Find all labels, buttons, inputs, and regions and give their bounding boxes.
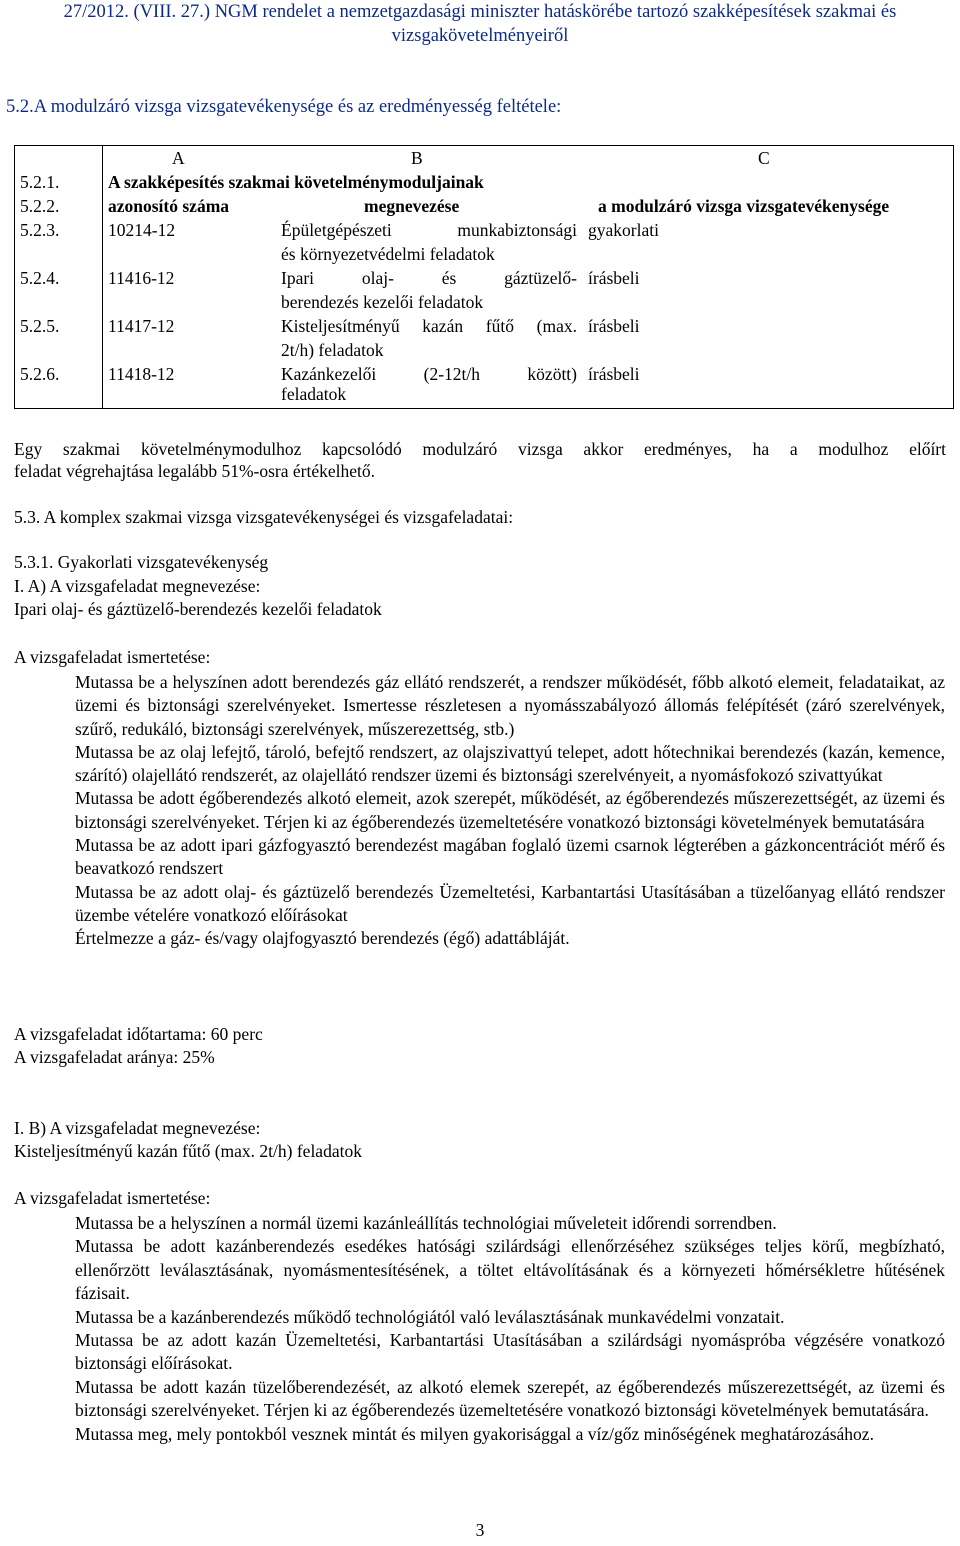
task-b-title: Kisteljesítményű kazán fűtő (max. 2t/h) feladatok xyxy=(14,1141,362,1161)
task-a-item: Mutassa be az adott olaj- és gáztüzelő berendezés Üzemeltetési, Karbantartási Utasításában a tüzelőanyag ellátó rendszer üzembe vételére vonatkozó előírásokat xyxy=(75,881,945,925)
section-5-2-heading: 5.2.A modulzáró vizsga vizsgatevékenysége és az eredményesség feltétele: xyxy=(6,97,562,117)
row-number: 5.2.5. xyxy=(20,316,60,336)
task-a-duration: A vizsgafeladat időtartama: 60 perc xyxy=(14,1024,263,1044)
module-id: 10214-12 xyxy=(108,220,176,240)
modules-header: A szakképesítés szakmai követelménymoduljainak xyxy=(108,172,484,192)
module-name-line1: Kazánkezelői (2-12t/h között) xyxy=(281,364,577,384)
section-5-3-heading: 5.3. A komplex szakmai vizsga vizsgatevékenységei és vizsgafeladatai: xyxy=(14,507,514,527)
task-a-item: Mutassa be az olaj lefejtő, tároló, befejtő rendszert, az olajszivattyú telepet, adott hőtechnikai berendezés (kazán, kemence, szárító) olajellátó rendszerét, az olajellátó rendszer üzemi és biztonsági szerelvényeit, a nyomásfokozó szivattyúkat xyxy=(75,741,945,786)
exam-activity: írásbeli xyxy=(588,364,640,384)
task-b-item: Mutassa be az adott kazán Üzemeltetési, Karbantartási Utasításában a szilárdsági nyomáspróba végzésére vonatkozó biztonsági előírásokat. xyxy=(75,1330,945,1374)
task-b-item: Mutassa be a kazánberendezés működő technológiától való leválasztásának munkavédelmi vonzatait. xyxy=(75,1306,785,1327)
row-number: 5.2.6. xyxy=(20,364,60,384)
header-title-line2: vizsgakövetelményeiről xyxy=(391,26,569,46)
task-a-weight: A vizsgafeladat aránya: 25% xyxy=(14,1047,215,1067)
task-b-description-label: A vizsgafeladat ismertetése: xyxy=(14,1188,211,1208)
module-name-line2: berendezés kezelői feladatok xyxy=(281,292,484,312)
row-number: 5.2.4. xyxy=(20,268,60,288)
module-name-line2: és környezetvédelmi feladatok xyxy=(281,244,495,264)
row-number: 5.2.3. xyxy=(20,220,60,240)
task-a-item: Mutassa be az adott ipari gázfogyasztó berendezést magában foglaló üzemi csarnok légterében a gázkoncentrációt mérő és beavatkozó rendszert xyxy=(75,835,945,879)
task-b-item: Mutassa meg, mely pontokból vesznek mintát és milyen gyakorisággal a víz/gőz minőségének meghatározásához. xyxy=(75,1423,874,1444)
section-5-3-1-heading: 5.3.1. Gyakorlati vizsgatevékenység xyxy=(14,552,269,572)
column-letter-c: C xyxy=(758,148,770,168)
column-header-id: azonosító száma xyxy=(108,196,230,216)
table-border-top xyxy=(14,145,954,146)
task-b-item: Mutassa be a helyszínen a normál üzemi kazánleállítás technológiai műveleteit időrendi sorrendben. xyxy=(75,1213,777,1233)
table-column-divider xyxy=(102,145,103,409)
row-number: 5.2.1. xyxy=(20,172,60,192)
task-a-title-label: I. A) A vizsgafeladat megnevezése: xyxy=(14,576,261,596)
column-letter-a: A xyxy=(172,148,185,168)
result-condition xyxy=(14,438,946,482)
task-a-item: Értelmezze a gáz- és/vagy olajfogyasztó berendezés (égő) adattábláját. xyxy=(75,928,570,949)
task-b-description xyxy=(75,1212,945,1446)
exam-activity: írásbeli xyxy=(588,268,640,288)
module-id: 11416-12 xyxy=(108,268,175,288)
module-name-line1: Kisteljesítményű kazán fűtő (max. xyxy=(281,316,577,336)
module-name-line2: feladatok xyxy=(281,384,347,404)
result-condition-line1: Egy szakmai követelménymodulhoz kapcsolódó modulzáró vizsga akkor eredményes, ha a modulhoz előírt xyxy=(14,439,946,459)
task-b-title-label: I. B) A vizsgafeladat megnevezése: xyxy=(14,1118,261,1138)
exam-activity: gyakorlati xyxy=(588,220,659,240)
table-border-right xyxy=(953,145,954,409)
task-a-item: Mutassa be adott égőberendezés alkotó elemeit, azok szerepét, működését, az égőberendezés műszerezettségét, az üzemi és biztonsági szerelvényeket. Térjen ki az égőberendezés üzemeltetésére vonatkozó biztonsági követelmények bemutatására xyxy=(75,788,945,832)
column-header-name: megnevezése xyxy=(364,196,460,216)
table-border-left xyxy=(14,145,15,409)
table-border-bottom xyxy=(14,408,954,409)
exam-activity: írásbeli xyxy=(588,316,640,336)
task-a-description-label: A vizsgafeladat ismertetése: xyxy=(14,647,211,667)
column-header-activity: a modulzáró vizsga vizsgatevékenysége xyxy=(598,196,890,216)
task-a-description xyxy=(75,671,945,951)
header-title-line1: 27/2012. (VIII. 27.) NGM rendelet a nemzetgazdasági miniszter hatáskörébe tartozó szakképesítések szakmai és xyxy=(63,2,897,22)
module-name-line1: Ipari olaj- és gáztüzelő- xyxy=(281,268,577,288)
task-b-item: Mutassa be adott kazán tüzelőberendezését, az alkotó elemek szerepét, az égőberendezés műszerezettségét, az üzemi és biztonsági szerelvényeket. Térjen ki az égőberendezés üzemeltetésére vonatkozó biztonsági követelmények bemutatására. xyxy=(75,1376,945,1421)
module-name-line2: 2t/h) feladatok xyxy=(281,340,384,360)
row-number: 5.2.2. xyxy=(20,196,60,216)
task-b-item: Mutassa be adott kazánberendezés esedékes hatósági szilárdsági ellenőrzéséhez szükséges teljes körű, megbízható, ellenőrzött leválasztásának, nyomásmentesítésének, a töltet eltávolításának és a környezeti hőmérsékletre hűtésének fázisait. xyxy=(75,1236,945,1304)
task-a-title: Ipari olaj- és gáztüzelő-berendezés kezelői feladatok xyxy=(14,599,382,619)
page-number: 3 xyxy=(475,1520,485,1540)
header-title xyxy=(0,0,960,48)
module-exam-table xyxy=(14,145,954,409)
column-letter-b: B xyxy=(411,148,423,168)
module-id: 11418-12 xyxy=(108,364,175,384)
result-condition-line2: feladat végrehajtása legalább 51%-osra értékelhető. xyxy=(14,461,375,481)
task-a-item: Mutassa be a helyszínen adott berendezés gáz ellátó rendszerét, a rendszer működését, főbb alkotó elemeit, feladataikat, az üzemi és biztonsági szerelvényeket. Ismertesse részletesen a nyomásszabályozó állomás felépítését (záró szerelvények, szűrő, redukáló, biztonsági szerelvények, műszerezettség, stb.) xyxy=(75,672,945,739)
module-id: 11417-12 xyxy=(108,316,175,336)
module-name-line1: Épületgépészeti munkabiztonsági xyxy=(281,220,577,240)
